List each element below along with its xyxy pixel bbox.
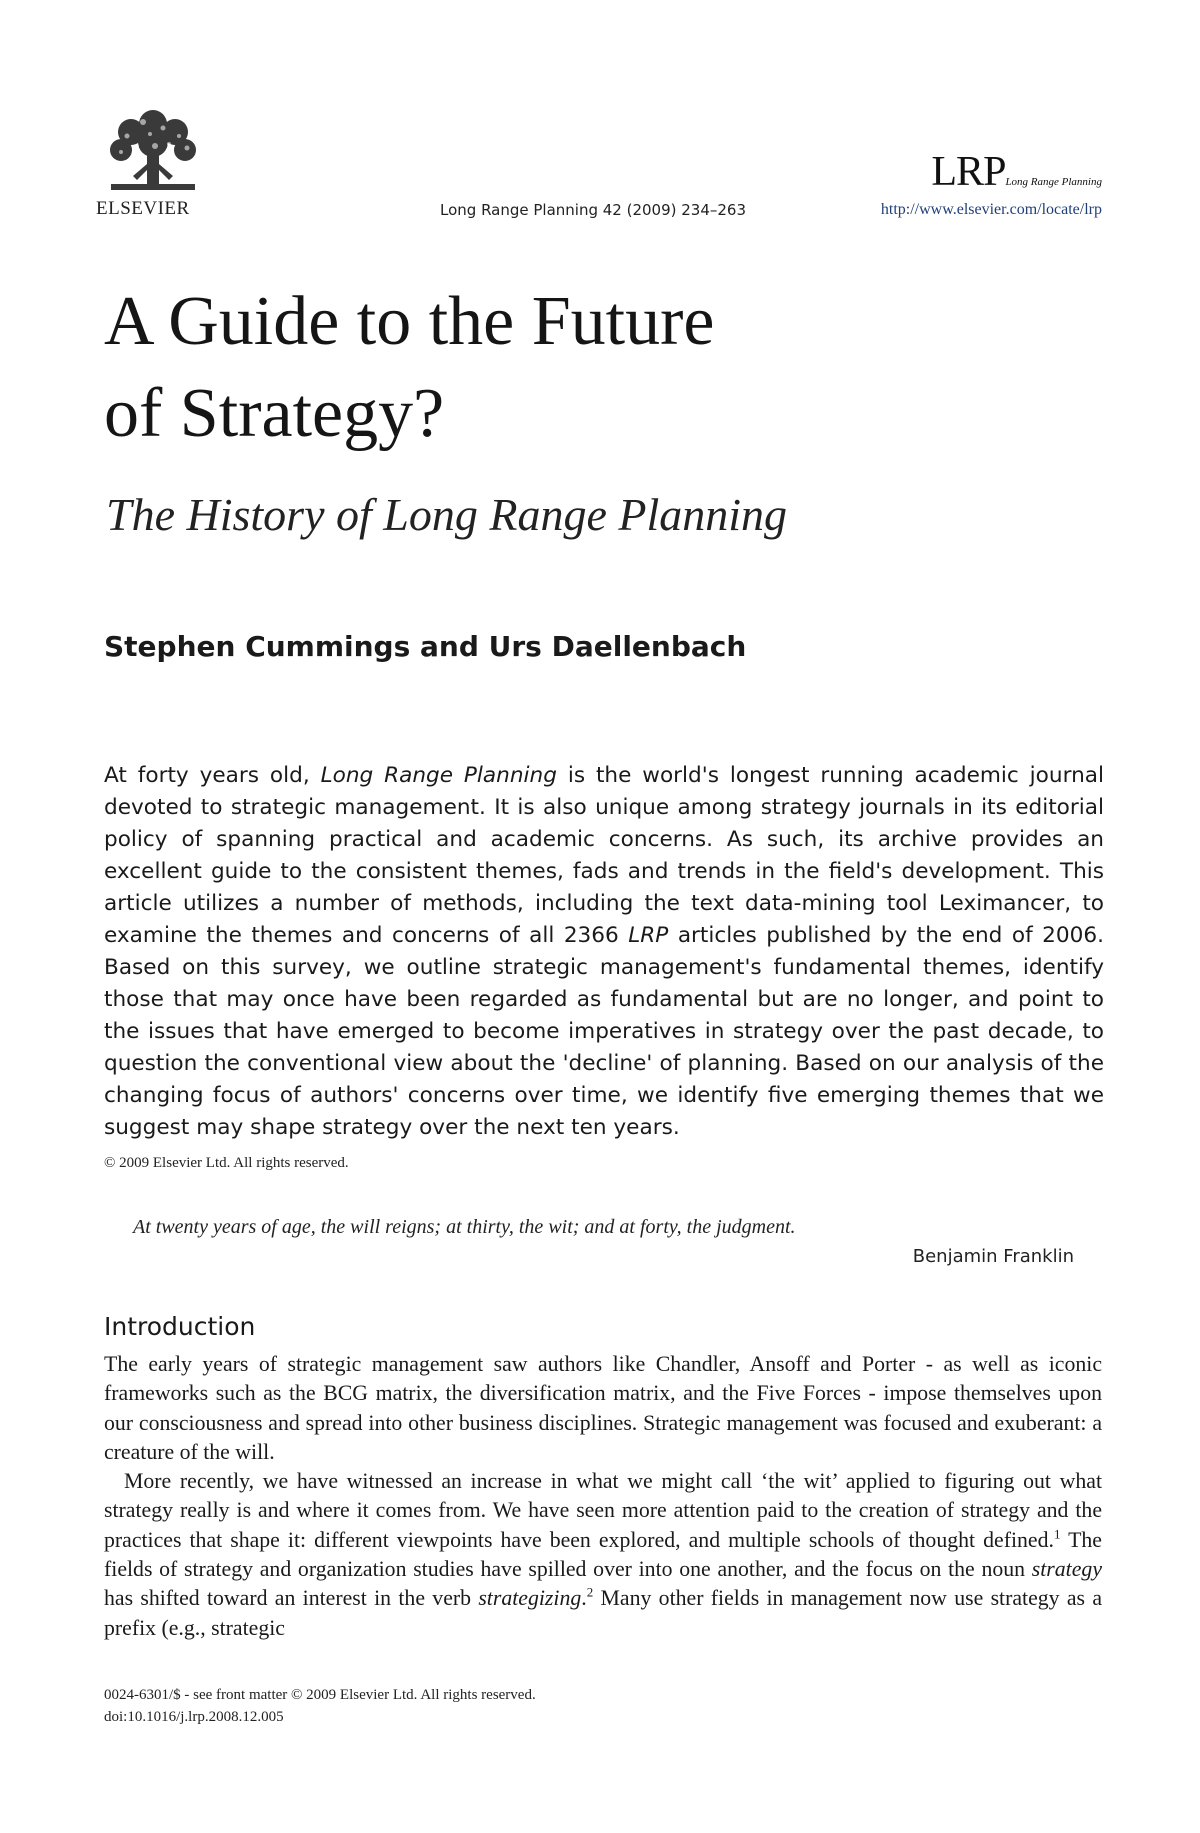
para2-text: The fields of strategy and organization studies have spilled over into one another, and the focus on the noun	[104, 1527, 1102, 1582]
para2-text: has shifted toward an interest in the verb	[104, 1586, 479, 1611]
epigraph-author: Benjamin Franklin	[912, 1246, 1074, 1267]
abstract	[104, 760, 1104, 1144]
epigraph-quote: At twenty years of age, the will reigns; at thirty, the wit; and at forty, the judgment.	[133, 1216, 796, 1238]
footer-doi: doi:10.1016/j.lrp.2008.12.005	[104, 1709, 284, 1725]
footnote-ref-2[interactable]: 2	[586, 1585, 594, 1601]
article-subtitle: The History of Long Range Planning	[106, 489, 788, 540]
journal-citation: Long Range Planning 42 (2009) 234–263	[440, 201, 747, 219]
abstract-abbr: LRP	[628, 923, 669, 948]
footer-front-matter: 0024-6301/$ - see front matter © 2009 Elsevier Ltd. All rights reserved.	[104, 1687, 536, 1703]
para2-text: .	[581, 1586, 587, 1611]
abstract-part-2: articles published by the end of 2006. Based on this survey, we outline strategic management's fundamental themes, identify those that may once have been regarded as fundamental but are no longer, and point to the issues that have emerged to become imperatives in strategy over the past decade, to question the conventional view about the 'decline' of planning. Based on our analysis of the changing focus of authors' concerns over time, we identify five emerging themes that we suggest may shape strategy over the next ten years.	[104, 923, 1104, 1140]
abstract-copyright: © 2009 Elsevier Ltd. All rights reserved.	[104, 1155, 349, 1171]
journal-logo	[931, 148, 1102, 196]
page-footer	[104, 1684, 536, 1728]
journal-url-link[interactable]: http://www.elsevier.com/locate/lrp	[880, 201, 1102, 218]
para2-text: Many other fields in management now use strategy as a prefix (e.g., strategic	[104, 1586, 1102, 1640]
para2-emphasis: strategizing	[478, 1586, 582, 1611]
introduction-body	[104, 1350, 1102, 1643]
section-heading-introduction: Introduction	[104, 1312, 256, 1341]
abstract-journal-name: Long Range Planning	[320, 763, 557, 788]
footnote-ref-1[interactable]: 1	[1053, 1526, 1061, 1542]
publisher-name: ELSEVIER	[96, 198, 190, 219]
para2-text: More recently, we have witnessed an increase in what we might call ‘the wit’ applied to figuring out what strategy really is and where it comes from. We have seen more attention paid to the creation of strategy and the practices that shape it: different viewpoints have been explored, and multiple schools of thought defined.	[104, 1469, 1102, 1552]
article-authors: Stephen Cummings and Urs Daellenbach	[104, 630, 747, 663]
abstract-lead: At forty years old,	[104, 763, 321, 788]
title-line-2: of Strategy?	[104, 375, 445, 452]
introduction-paragraph	[104, 1467, 1102, 1643]
journal-logo-name: Long Range Planning	[1005, 176, 1102, 188]
introduction-paragraph: The early years of strategic management saw authors like Chandler, Ansoff and Porter - as well as iconic frameworks such as the BCG matrix, the diversification matrix, and the Five Forces - impose themselves upon our consciousness and spread into other business disciplines. Strategic management was focused and exuberant: a creature of the will.	[104, 1352, 1102, 1464]
journal-logo-abbr: LRP	[931, 149, 1006, 195]
para2-emphasis: strategy	[1031, 1557, 1102, 1582]
title-line-1: A Guide to the Future	[104, 283, 715, 360]
abstract-part-1: is the world's longest running academic journal devoted to strategic management. It is also unique among strategy journals in its editorial policy of spanning practical and academic concerns. As such, its archive provides an excellent guide to the consistent themes, fads and trends in the field's development. This article utilizes a number of methods, including the text data-mining tool Leximancer, to examine the themes and concerns of all 2366	[104, 763, 1104, 948]
article-title	[104, 276, 904, 460]
